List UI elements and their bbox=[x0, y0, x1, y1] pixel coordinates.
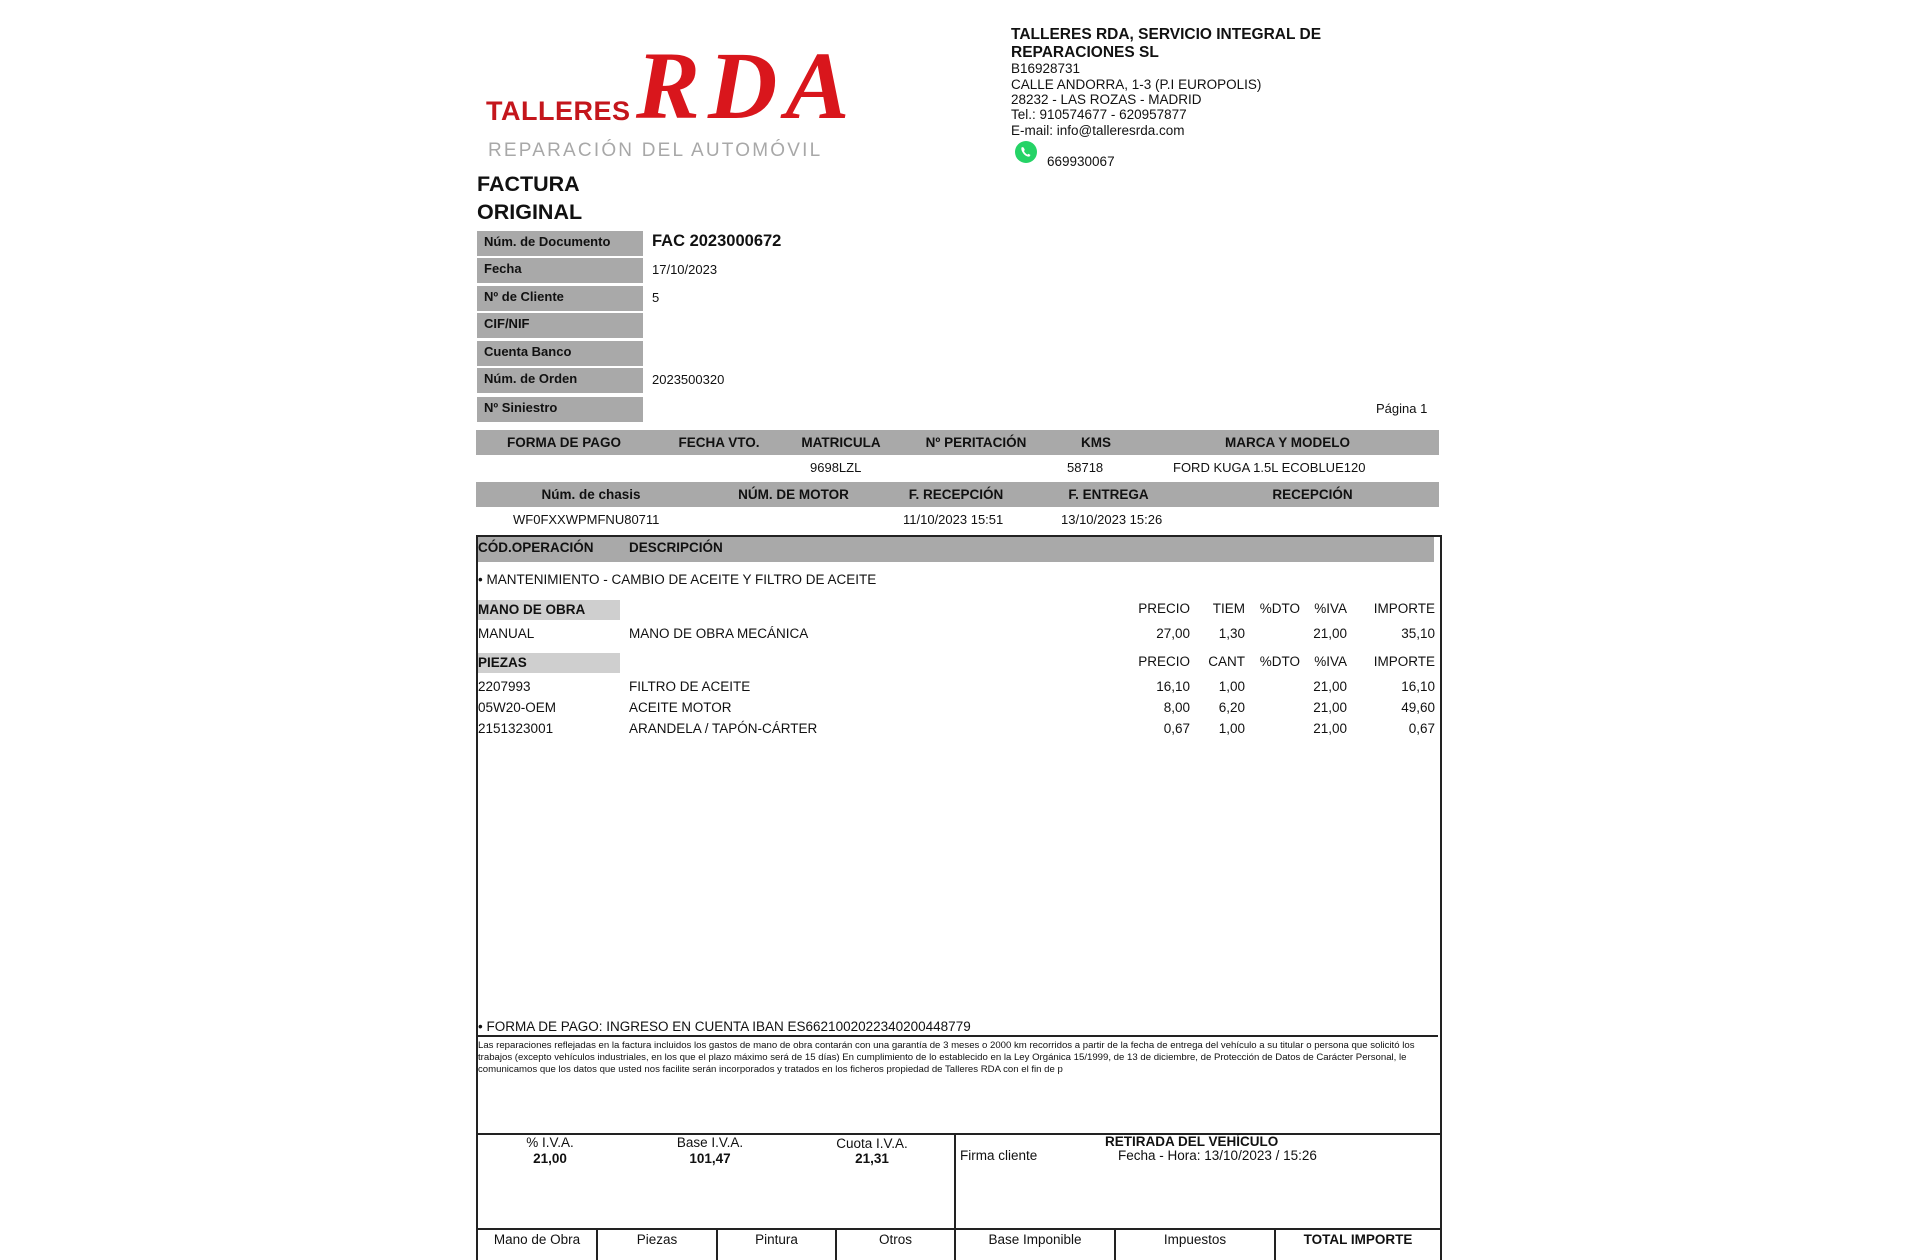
legal-divider bbox=[478, 1035, 1438, 1037]
labor-row-desc: MANO DE OBRA MECÁNICA bbox=[629, 626, 809, 641]
invoice-title-line1: FACTURA bbox=[477, 172, 580, 196]
label-num-documento: Núm. de Documento bbox=[477, 231, 643, 256]
value-kms: 58718 bbox=[1067, 460, 1104, 475]
col-forma-pago: FORMA DE PAGO bbox=[507, 435, 621, 450]
operations-header-bar bbox=[478, 537, 1434, 562]
logo-talleres-text: TALLERES bbox=[486, 96, 631, 126]
parts-row-2-precio: 8,00 bbox=[1163, 700, 1190, 715]
parts-row-1-desc: FILTRO DE ACEITE bbox=[629, 679, 751, 694]
legal-text: Las reparaciones reflejadas en la factura incluidos los gastos de mano de obra contarán con una garantía de 3 meses o 2000 km recorridos a partir de la fecha de entrega del vehículo a su titular o persona que solicitó los trabajos (excepto vehículos industriales, en los que el plazo máximo será de 15 días) En cumplimiento de lo establecido en la Ley Orgánica 15/1999, de 13 de diciembre, de Protección de Datos de Carácter Personal, le comunicamos que los datos que usted nos facilite serán incorporados y tratados en los ficheros propiedad de Talleres RDA con el fin de p bbox=[478, 1040, 1415, 1075]
col-f-entrega: F. ENTREGA bbox=[1068, 487, 1149, 502]
col-chasis: Núm. de chasis bbox=[541, 487, 641, 502]
totals-col-piezas: Piezas bbox=[636, 1232, 678, 1247]
col-peritacion: Nº PERITACIÓN bbox=[925, 435, 1027, 450]
section-piezas: PIEZAS bbox=[478, 653, 620, 673]
iva-pct-value: 21,00 bbox=[533, 1151, 567, 1166]
parts-row-2-importe: 49,60 bbox=[1401, 700, 1435, 715]
totals-col-pintura: Pintura bbox=[755, 1232, 798, 1247]
operation-title: • MANTENIMIENTO - CAMBIO DE ACEITE Y FILTRO DE ACEITE bbox=[478, 572, 877, 587]
label-siniestro: Nº Siniestro bbox=[477, 397, 643, 422]
company-logo bbox=[476, 32, 868, 166]
pickup-fecha-hora: Fecha - Hora: 13/10/2023 / 15:26 bbox=[1118, 1148, 1317, 1163]
labor-col-importe: IMPORTE bbox=[1373, 601, 1435, 616]
labor-row-importe: 35,10 bbox=[1401, 626, 1435, 641]
parts-col-iva: %IVA bbox=[1314, 654, 1347, 669]
parts-row-2-iva: 21,00 bbox=[1313, 700, 1347, 715]
company-email: E-mail: info@talleresrda.com bbox=[1011, 123, 1185, 138]
company-name: TALLERES RDA, SERVICIO INTEGRAL DE REPARACIONES SL bbox=[1011, 26, 1322, 61]
invoice-title-line2: ORIGINAL bbox=[477, 200, 583, 224]
label-cliente: Nº de Cliente bbox=[477, 286, 643, 311]
parts-row-3-importe: 0,67 bbox=[1408, 721, 1435, 736]
value-cliente: 5 bbox=[652, 290, 660, 305]
company-city: 28232 - LAS ROZAS - MADRID bbox=[1011, 92, 1202, 107]
cuota-iva-value: 21,31 bbox=[855, 1151, 889, 1166]
value-num-documento: FAC 2023000672 bbox=[652, 232, 782, 250]
parts-row-2-desc: ACEITE MOTOR bbox=[629, 700, 732, 715]
labor-col-tiem: TIEM bbox=[1212, 601, 1245, 616]
label-fecha: Fecha bbox=[477, 258, 643, 283]
totals-col-base-imponible: Base Imponible bbox=[988, 1232, 1082, 1247]
company-phones: Tel.: 910574677 - 620957877 bbox=[1011, 107, 1187, 122]
pickup-title: RETIRADA DEL VEHÍCULO bbox=[1105, 1134, 1279, 1149]
iva-pct-label: % I.V.A. bbox=[526, 1135, 574, 1150]
parts-row-2-code: 05W20-OEM bbox=[478, 700, 557, 715]
label-cif-nif: CIF/NIF bbox=[477, 313, 643, 338]
labor-col-precio: PRECIO bbox=[1138, 601, 1190, 616]
col-kms: KMS bbox=[1081, 435, 1111, 450]
cuota-iva-label: Cuota I.V.A. bbox=[836, 1136, 908, 1151]
labor-row-precio: 27,00 bbox=[1156, 626, 1190, 641]
whatsapp-number: 669930067 bbox=[1047, 154, 1115, 169]
parts-col-dto: %DTO bbox=[1259, 654, 1300, 669]
parts-row-1-code: 2207993 bbox=[478, 679, 531, 694]
parts-row-3-iva: 21,00 bbox=[1313, 721, 1347, 736]
labor-row-tiem: 1,30 bbox=[1218, 626, 1245, 641]
value-fecha: 17/10/2023 bbox=[652, 262, 718, 277]
parts-row-2-cant: 6,20 bbox=[1218, 700, 1245, 715]
label-cuenta-banco: Cuenta Banco bbox=[477, 341, 643, 366]
logo-subtitle: REPARACIÓN DEL AUTOMÓVIL bbox=[488, 140, 823, 161]
totals-col-impuestos: Impuestos bbox=[1163, 1232, 1227, 1247]
col-recepcion: RECEPCIÓN bbox=[1272, 487, 1353, 502]
pickup-divider bbox=[954, 1133, 956, 1228]
firma-cliente-label: Firma cliente bbox=[960, 1148, 1038, 1163]
labor-col-iva: %IVA bbox=[1314, 601, 1347, 616]
parts-row-1-importe: 16,10 bbox=[1401, 679, 1435, 694]
tax-top-line bbox=[476, 1133, 1442, 1135]
parts-col-cant: CANT bbox=[1208, 654, 1245, 669]
totals-top-line bbox=[476, 1228, 1442, 1230]
totals-col-mano-obra: Mano de Obra bbox=[493, 1232, 581, 1247]
value-marca-modelo: FORD KUGA 1.5L ECOBLUE120 bbox=[1173, 460, 1366, 475]
company-address: CALLE ANDORRA, 1-3 (P.I EUROPOLIS) bbox=[1011, 77, 1262, 92]
labor-row-iva: 21,00 bbox=[1313, 626, 1347, 641]
company-cif: B16928731 bbox=[1011, 61, 1081, 76]
vehicle-header-bar bbox=[476, 430, 1439, 455]
parts-row-1-cant: 1,00 bbox=[1218, 679, 1245, 694]
value-f-entrega: 13/10/2023 15:26 bbox=[1061, 512, 1163, 527]
col-f-recepcion: F. RECEPCIÓN bbox=[908, 487, 1004, 502]
chassis-header-bar bbox=[476, 482, 1439, 507]
base-iva-value: 101,47 bbox=[689, 1151, 731, 1166]
label-num-orden: Núm. de Orden bbox=[477, 368, 643, 393]
labor-row-code: MANUAL bbox=[478, 626, 535, 641]
parts-row-1-precio: 16,10 bbox=[1156, 679, 1190, 694]
value-matricula: 9698LZL bbox=[810, 460, 862, 475]
value-chasis: WF0FXXWPMFNU80711 bbox=[513, 512, 660, 527]
logo-rda-text: RDA bbox=[636, 32, 858, 139]
parts-row-3-code: 2151323001 bbox=[478, 721, 554, 736]
base-iva-label: Base I.V.A. bbox=[676, 1135, 744, 1150]
page-number: Página 1 bbox=[1376, 401, 1428, 416]
totals-col-total-importe: TOTAL IMPORTE bbox=[1303, 1232, 1413, 1247]
parts-col-precio: PRECIO bbox=[1138, 654, 1190, 669]
parts-col-importe: IMPORTE bbox=[1373, 654, 1435, 669]
col-cod-operacion: CÓD.OPERACIÓN bbox=[478, 540, 594, 555]
whatsapp-icon bbox=[1015, 141, 1037, 163]
parts-row-1-iva: 21,00 bbox=[1313, 679, 1347, 694]
payment-note: • FORMA DE PAGO: INGRESO EN CUENTA IBAN ES6621002022340200448779 bbox=[478, 1019, 971, 1034]
value-f-recepcion: 11/10/2023 15:51 bbox=[903, 512, 1004, 527]
col-descripcion: DESCRIPCIÓN bbox=[629, 540, 723, 555]
col-marca-modelo: MARCA Y MODELO bbox=[1224, 435, 1350, 450]
parts-row-3-cant: 1,00 bbox=[1218, 721, 1245, 736]
totals-col-otros: Otros bbox=[878, 1232, 912, 1247]
col-fecha-vto: FECHA VTO. bbox=[678, 435, 760, 450]
section-mano-de-obra: MANO DE OBRA bbox=[478, 600, 620, 620]
col-matricula: MATRICULA bbox=[801, 435, 881, 450]
parts-row-3-precio: 0,67 bbox=[1163, 721, 1190, 736]
col-num-motor: NÚM. DE MOTOR bbox=[738, 487, 849, 502]
value-num-orden: 2023500320 bbox=[652, 372, 725, 387]
parts-row-3-desc: ARANDELA / TAPÓN-CÁRTER bbox=[629, 721, 818, 736]
labor-col-dto: %DTO bbox=[1259, 601, 1300, 616]
